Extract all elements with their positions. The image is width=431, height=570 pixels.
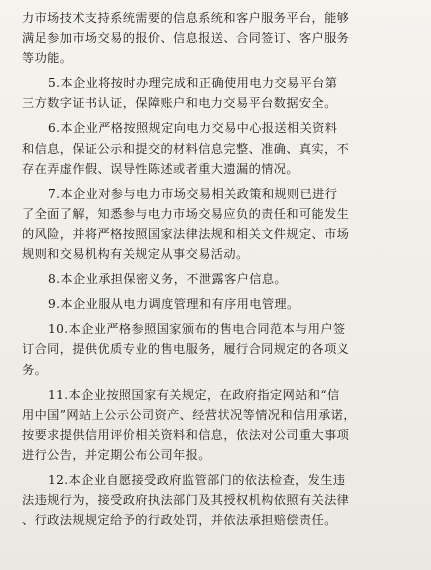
text-line: 5.本企业将按时办理完成和正确使用电力交易平台第: [48, 76, 338, 91]
text-line: 和信息，保证公示和提交的材料信息完整、准确、真实，不: [22, 141, 350, 156]
text-line: 11.本企业按照国家有关规定，在政府指定网站和“信: [48, 387, 340, 402]
text-line: 存在弄虚作假、误导性陈述或者重大遗漏的情况。: [22, 161, 299, 176]
text-line: 了全面了解，知悉参与电力市场交易应负的责任和可能发生: [22, 206, 350, 221]
text-line: 等功能。: [22, 51, 73, 66]
text-line: 的风险，并将严格按照国家法律法规和相关文件规定、市场: [22, 226, 350, 241]
text-line: 三方数字证书认证，保障账户和电力交易平台数据安全。: [22, 96, 337, 111]
document-body: [22, 8, 414, 530]
text-line: 进行公告，并定期公布公司年报。: [22, 447, 211, 462]
text-line: 法违规行为，接受政府执法部门及其授权机构依照有关法律: [22, 493, 350, 508]
text-line: 9.本企业服从电力调度管理和有序用电管理。: [48, 297, 300, 312]
text-line: 用中国”网站上公示公司资产、经营状况等情况和信用承诺，: [22, 407, 356, 422]
text-line: 力市场技术支持系统需要的信息系统和客户服务平台，能够: [22, 11, 350, 25]
text-line: 满足参加市场交易的报价、信息报送、合同签订、客户服务: [22, 31, 350, 46]
text-line: 订合同，提供优质专业的售电服务，履行合同规定的各项义: [22, 342, 350, 357]
text-line: 按要求提供信用评价相关资料和信息，依法对公司重大事项: [22, 427, 350, 442]
text-line: 12.本企业自愿接受政府监管部门的依法检查，发生违: [48, 472, 346, 487]
text-line: 6.本企业严格按照规定向电力交易中心报送相关资料: [48, 121, 338, 136]
text-line: 、行政法规规定给予的行政处罚，并依法承担赔偿责任。: [22, 513, 337, 528]
text-line: 8.本企业承担保密义务，不泄露客户信息。: [48, 272, 288, 287]
text-line: 规则和交易机构有关规定从事交易活动。: [22, 247, 249, 262]
text-line: 7.本企业对参与电力市场交易相关政策和规则已进行: [48, 186, 338, 201]
text-line: 10.本企业严格参照国家颁布的售电合同范本与用户签: [48, 322, 346, 337]
text-line: 务。: [22, 362, 48, 377]
